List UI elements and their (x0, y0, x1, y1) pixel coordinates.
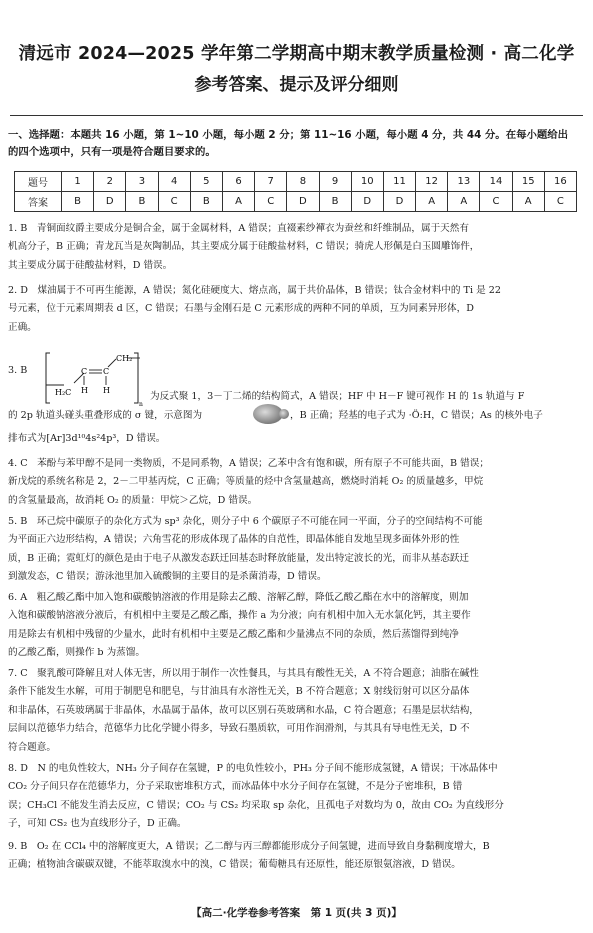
question-number: 16 (544, 172, 576, 192)
question-number: 5 (190, 172, 222, 192)
q3-line2a (8, 407, 252, 425)
explanation-q2 (8, 282, 586, 337)
text-line: 6. A 粗乙酸乙酯中加入饱和碳酸钠溶液的作用是除去乙酸、溶解乙醇，降低乙酸乙酯在水中的溶解度，则加 (8, 592, 469, 603)
question-number: 10 (351, 172, 383, 192)
answer-cell: B (190, 192, 222, 212)
text-line: 到激发态，C 错误；游泳池里加入硫酸铜的主要目的是杀菌消毒，D 错误。 (8, 571, 327, 583)
question-number: 1 (62, 172, 94, 192)
text-line: 的乙酸乙酯，则操作 b 为蒸馏。 (8, 647, 145, 659)
text-line: 8. D N 的电负性较大，NH₃ 分子间存在氢键，P 的电负性较小，PH₃ 分子间不能形成氢键，A 错误；干冰晶体中 (8, 763, 498, 774)
hydrogen-right: H (103, 386, 110, 395)
answer-cell: C (544, 192, 576, 212)
answer-row (15, 192, 577, 212)
text-line: 正确；植物油含碳碳双键，不能萃取溴水中的溴，C 错误；葡萄糖具有还原性，能还原银氨溶液，D 错误。 (8, 859, 461, 871)
text-line: 4. C 苯酚与苯甲醇不是同一类物质，不是同系物，A 错误；乙苯中含有饱和碳，所有原子不可能共面，B 错误； (8, 458, 489, 469)
question-number: 6 (222, 172, 254, 192)
question-number: 15 (512, 172, 544, 192)
text-line: 7. C 聚乳酸可降解且对人体无害，所以用于制作一次性餐具，与其具有酸性无关，A 不符合题意；油脂在碱性 (8, 668, 479, 679)
question-number-row (15, 172, 577, 192)
question-number: 12 (416, 172, 448, 192)
hydrogen-left: H (81, 386, 88, 395)
text-line: 子，可知 CS₂ 也为直线形分子，D 正确。 (8, 818, 187, 830)
answer-cell: D (351, 192, 383, 212)
answer-cell: C (480, 192, 512, 212)
answer-cell: B (62, 192, 94, 212)
text-line: 质，B 正确；霓虹灯的颜色是由于电子从激发态跃迁回基态时释放能量，发出特定波长的光，而非从基态跃迁 (8, 552, 470, 564)
answer-cell: B (126, 192, 158, 212)
question-number: 2 (94, 172, 126, 192)
text-line: 正确。 (8, 321, 37, 333)
q3-label (8, 362, 48, 380)
answer-cell: A (222, 192, 254, 212)
row-label: 答案 (15, 192, 62, 212)
text-line: 条件下能发生水解，可用于制肥皂和肥皂，与甘油具有水溶性无关，B 不符合题意；X 射线衍射可以区分晶体 (8, 686, 470, 698)
answer-table (14, 171, 577, 212)
text-line: 5. B 环己烷中碳原子的杂化方式为 sp³ 杂化，则分子中 6 个碳原子不可能在同一平面，分子的空间结构不可能 (8, 516, 483, 527)
page-title: 清远市 2024—2025 学年第二学期高中期末教学质量检测 · 高二化学 (18, 44, 575, 64)
question-number: 3 (126, 172, 158, 192)
text-line: 为平面正六边形结构，A 错误；六角雪花的形成体现了晶体的自范性，即晶体能自发地呈现多面体外形的性 (8, 534, 460, 546)
text-line: CO₂ 分子间只存在范德华力，分子采取密堆积方式，而冰晶体中水分子间存在氢键，不是分子密堆积，B 错 (8, 781, 463, 793)
carbon-left: C (81, 367, 88, 376)
text-line: ，B 正确；羟基的电子式为 ·Ö:H，C 错误；As 的核外电子 (290, 410, 543, 421)
answer-cell: C (255, 192, 287, 212)
explanation-q6 (8, 589, 586, 663)
q3-line2b (290, 407, 586, 425)
text-line: 和非晶体，石英玻璃属于非晶体，水晶属于晶体，故可以区别石英玻璃和水晶，C 符合题意；石墨是层状结构， (8, 704, 479, 716)
question-number: 7 (255, 172, 287, 192)
explanation-q4 (8, 455, 586, 510)
question-number: 4 (158, 172, 190, 192)
text-line: 号元素，位于元素周期表 d 区，C 错误；石墨与金刚石是 C 元素形成的两种不同的单质，互为同素异形体，D (8, 303, 474, 315)
text-line: 的含氢量最高，故消耗 O₂ 的质量：甲烷＞乙烷，D 错误。 (8, 494, 258, 506)
explanation-q5 (8, 513, 586, 587)
section-heading (8, 127, 585, 161)
answer-cell: C (158, 192, 190, 212)
text-line: 新戊烷的系统名称是 2，2－二甲基丙烷，C 正确；等质量的烃中含氢量越高，燃烧时消耗 O₂ 的质量越多，甲烷 (8, 476, 484, 488)
text-line: 入饱和碳酸钠溶液分液后，有机相中主要是乙酸乙酯，操作 a 为分液；向有机相中加入无水氯化钙，其主要作 (8, 610, 471, 622)
header-rule (10, 115, 583, 116)
answer-cell: B (319, 192, 351, 212)
explanation-q7 (8, 665, 586, 757)
h2c-group: H₂C (55, 388, 72, 397)
text-line: 其主要成分属于硅酸盐材料，D 错误。 (8, 259, 173, 271)
text-line: 的 2p 轨道头碰头重叠形成的 σ 键，示意图为 (8, 410, 203, 421)
question-number: 14 (480, 172, 512, 192)
text-line: 2. D 煤油属于不可再生能源，A 错误；氮化硅硬度大、熔点高，属于共价晶体，B 错误；钛合金材料中的 Ti 是 22 (8, 285, 501, 296)
polybutadiene-structure (44, 349, 144, 407)
text-line: 层间以范德华力结合，范德华力比化学键小得多，导致石墨质软，可用作润滑剂，与其具有导电性无关，D 不 (8, 723, 470, 735)
text-line: 3. B (8, 365, 28, 376)
q3-line3 (8, 430, 586, 448)
question-number: 8 (287, 172, 319, 192)
answer-cell: D (383, 192, 415, 212)
question-number: 9 (319, 172, 351, 192)
answer-cell: D (94, 192, 126, 212)
question-number: 11 (383, 172, 415, 192)
explanation-q1 (8, 220, 586, 275)
row-label: 题号 (15, 172, 62, 192)
carbon-right: C (103, 367, 110, 376)
explanation-q8 (8, 760, 586, 834)
page-subtitle: 参考答案、提示及评分细则 (194, 75, 399, 95)
answer-cell: A (512, 192, 544, 212)
sigma-bond-orbital-diagram (252, 403, 290, 425)
answer-cell: A (416, 192, 448, 212)
q3-line1 (150, 388, 586, 406)
section-heading-line: 的四个选项中，只有一项是符合题目要求的。 (8, 146, 216, 158)
explanation-q9 (8, 838, 586, 875)
answer-cell: A (448, 192, 480, 212)
text-line: 排布式为[Ar]3d¹⁰4s²4p³，D 错误。 (8, 433, 166, 444)
text-line: 符合题意。 (8, 741, 56, 753)
section-heading-line: 一、选择题：本题共 16 小题，第 1~10 小题，每小题 2 分；第 11~16 小题，每小题 4 分，共 44 分。在每小题给出 (8, 129, 569, 141)
repeat-subscript: n (139, 401, 143, 407)
text-line: 用是除去有机相中残留的少量水，此时有机相中主要是乙酸乙酯和少量沸点不同的杂质，然后蒸馏得到纯净 (8, 628, 459, 640)
answer-cell: D (287, 192, 319, 212)
text-line: 9. B O₂ 在 CCl₄ 中的溶解度更大，A 错误；乙二醇与丙三醇都能形成分子间氢键，进而导致自身黏稠度增大，B (8, 841, 490, 852)
page-footer: 【高二·化学卷参考答案 第 1 页(共 3 页)】 (191, 907, 402, 919)
text-line: 误；CH₃Cl 不能发生消去反应，C 错误；CO₂ 与 CS₂ 均采取 sp 杂化，且孤电子对数均为 0，故由 CO₂ 为直线形分 (8, 799, 504, 811)
ch2-group: CH₂ (116, 354, 133, 363)
text-line: 为反式聚 1，3－丁二烯的结构简式，A 错误；HF 中 H－F 键可视作 H 的 1s 轨道与 F (150, 391, 525, 402)
question-number: 13 (448, 172, 480, 192)
text-line: 1. B 青铜面纹爵主要成分是铜合金，属于金属材料，A 错误；直裰素纱襌衣为蚕丝和纤维制品，属于天然有 (8, 223, 469, 234)
text-line: 机高分子，B 正确；青龙瓦当是灰陶制品，其主要成分属于硅酸盐材料，C 错误；骑虎人形佩是白玉圆雕饰件， (8, 241, 480, 253)
